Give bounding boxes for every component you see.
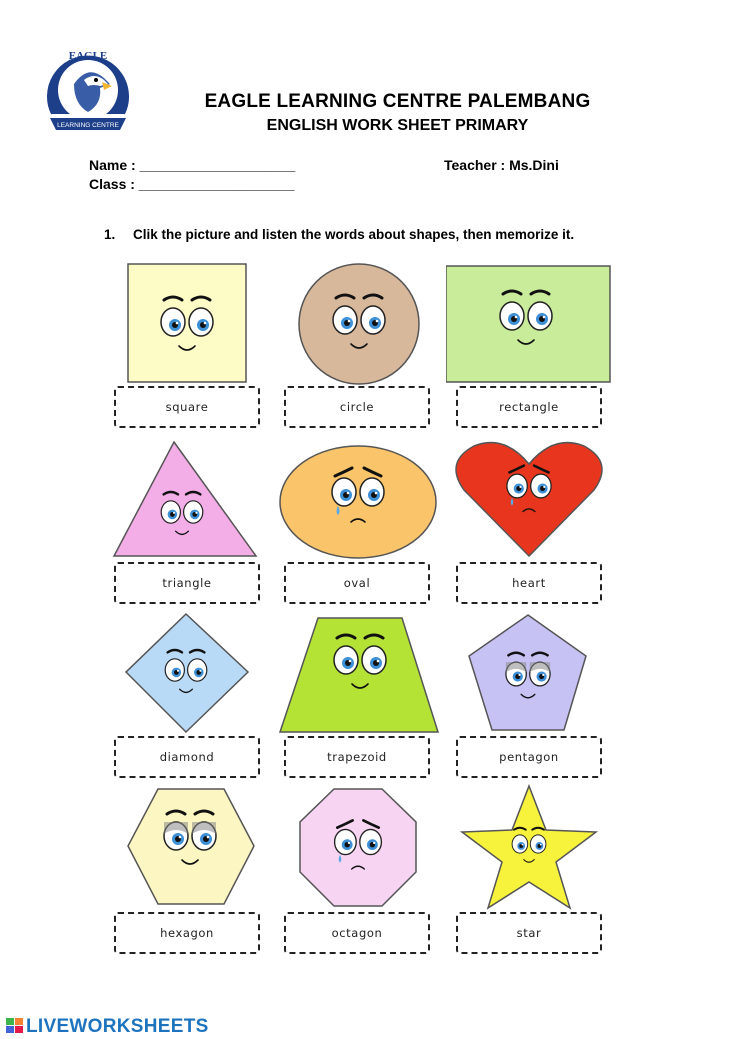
star-icon xyxy=(454,782,604,912)
square-picture[interactable] xyxy=(112,258,262,388)
label-diamond[interactable]: diamond xyxy=(114,736,260,778)
label-circle[interactable]: circle xyxy=(284,386,430,428)
heart-icon xyxy=(452,440,607,560)
oval-icon xyxy=(278,444,438,562)
pentagon-icon xyxy=(466,612,591,737)
trapezoid-picture[interactable] xyxy=(278,614,428,744)
square-icon xyxy=(112,258,262,388)
circle-picture[interactable] xyxy=(284,258,434,388)
rectangle-icon xyxy=(446,258,616,388)
triangle-picture[interactable] xyxy=(112,438,262,568)
liveworksheets-footer[interactable] xyxy=(6,1016,209,1038)
hexagon-picture[interactable] xyxy=(126,786,276,916)
instruction-text: Clik the picture and listen the words about shapes, then memorize it. xyxy=(133,227,575,242)
sheet-title: ENGLISH WORK SHEET PRIMARY xyxy=(266,117,529,134)
triangle-icon xyxy=(112,438,262,563)
diamond-icon xyxy=(124,612,254,737)
label-square[interactable]: square xyxy=(114,386,260,428)
trapezoid-icon xyxy=(278,614,443,736)
oval-picture[interactable] xyxy=(278,444,428,574)
label-oval[interactable]: oval xyxy=(284,562,430,604)
octagon-picture[interactable] xyxy=(296,786,446,916)
class-field: Class : ____________________ xyxy=(89,176,295,192)
label-pentagon[interactable]: pentagon xyxy=(456,736,602,778)
logo-subtitle: LEARNING CENTRE xyxy=(57,122,119,129)
label-octagon[interactable]: octagon xyxy=(284,912,430,954)
liveworksheets-logo-icon xyxy=(6,1018,24,1034)
instruction-number: 1. xyxy=(104,227,116,242)
name-field: Name : ____________________ xyxy=(89,157,296,173)
label-heart[interactable]: heart xyxy=(456,562,602,604)
logo-title: EAGLE xyxy=(68,50,108,62)
heart-picture[interactable] xyxy=(452,440,602,570)
label-trapezoid[interactable]: trapezoid xyxy=(284,736,430,778)
label-star[interactable]: star xyxy=(456,912,602,954)
footer-brand: LIVEWORKSHEETS xyxy=(26,1016,209,1037)
teacher-field: Teacher : Ms.Dini xyxy=(444,157,559,173)
circle-icon xyxy=(284,258,434,388)
diamond-picture[interactable] xyxy=(124,612,274,742)
hexagon-icon xyxy=(126,786,256,911)
pentagon-picture[interactable] xyxy=(466,612,616,742)
star-picture[interactable] xyxy=(454,782,604,912)
label-triangle[interactable]: triangle xyxy=(114,562,260,604)
school-name: EAGLE LEARNING CENTRE PALEMBANG xyxy=(204,91,591,112)
rectangle-picture[interactable] xyxy=(446,258,596,388)
octagon-icon xyxy=(296,786,421,911)
label-hexagon[interactable]: hexagon xyxy=(114,912,260,954)
label-rectangle[interactable]: rectangle xyxy=(456,386,602,428)
